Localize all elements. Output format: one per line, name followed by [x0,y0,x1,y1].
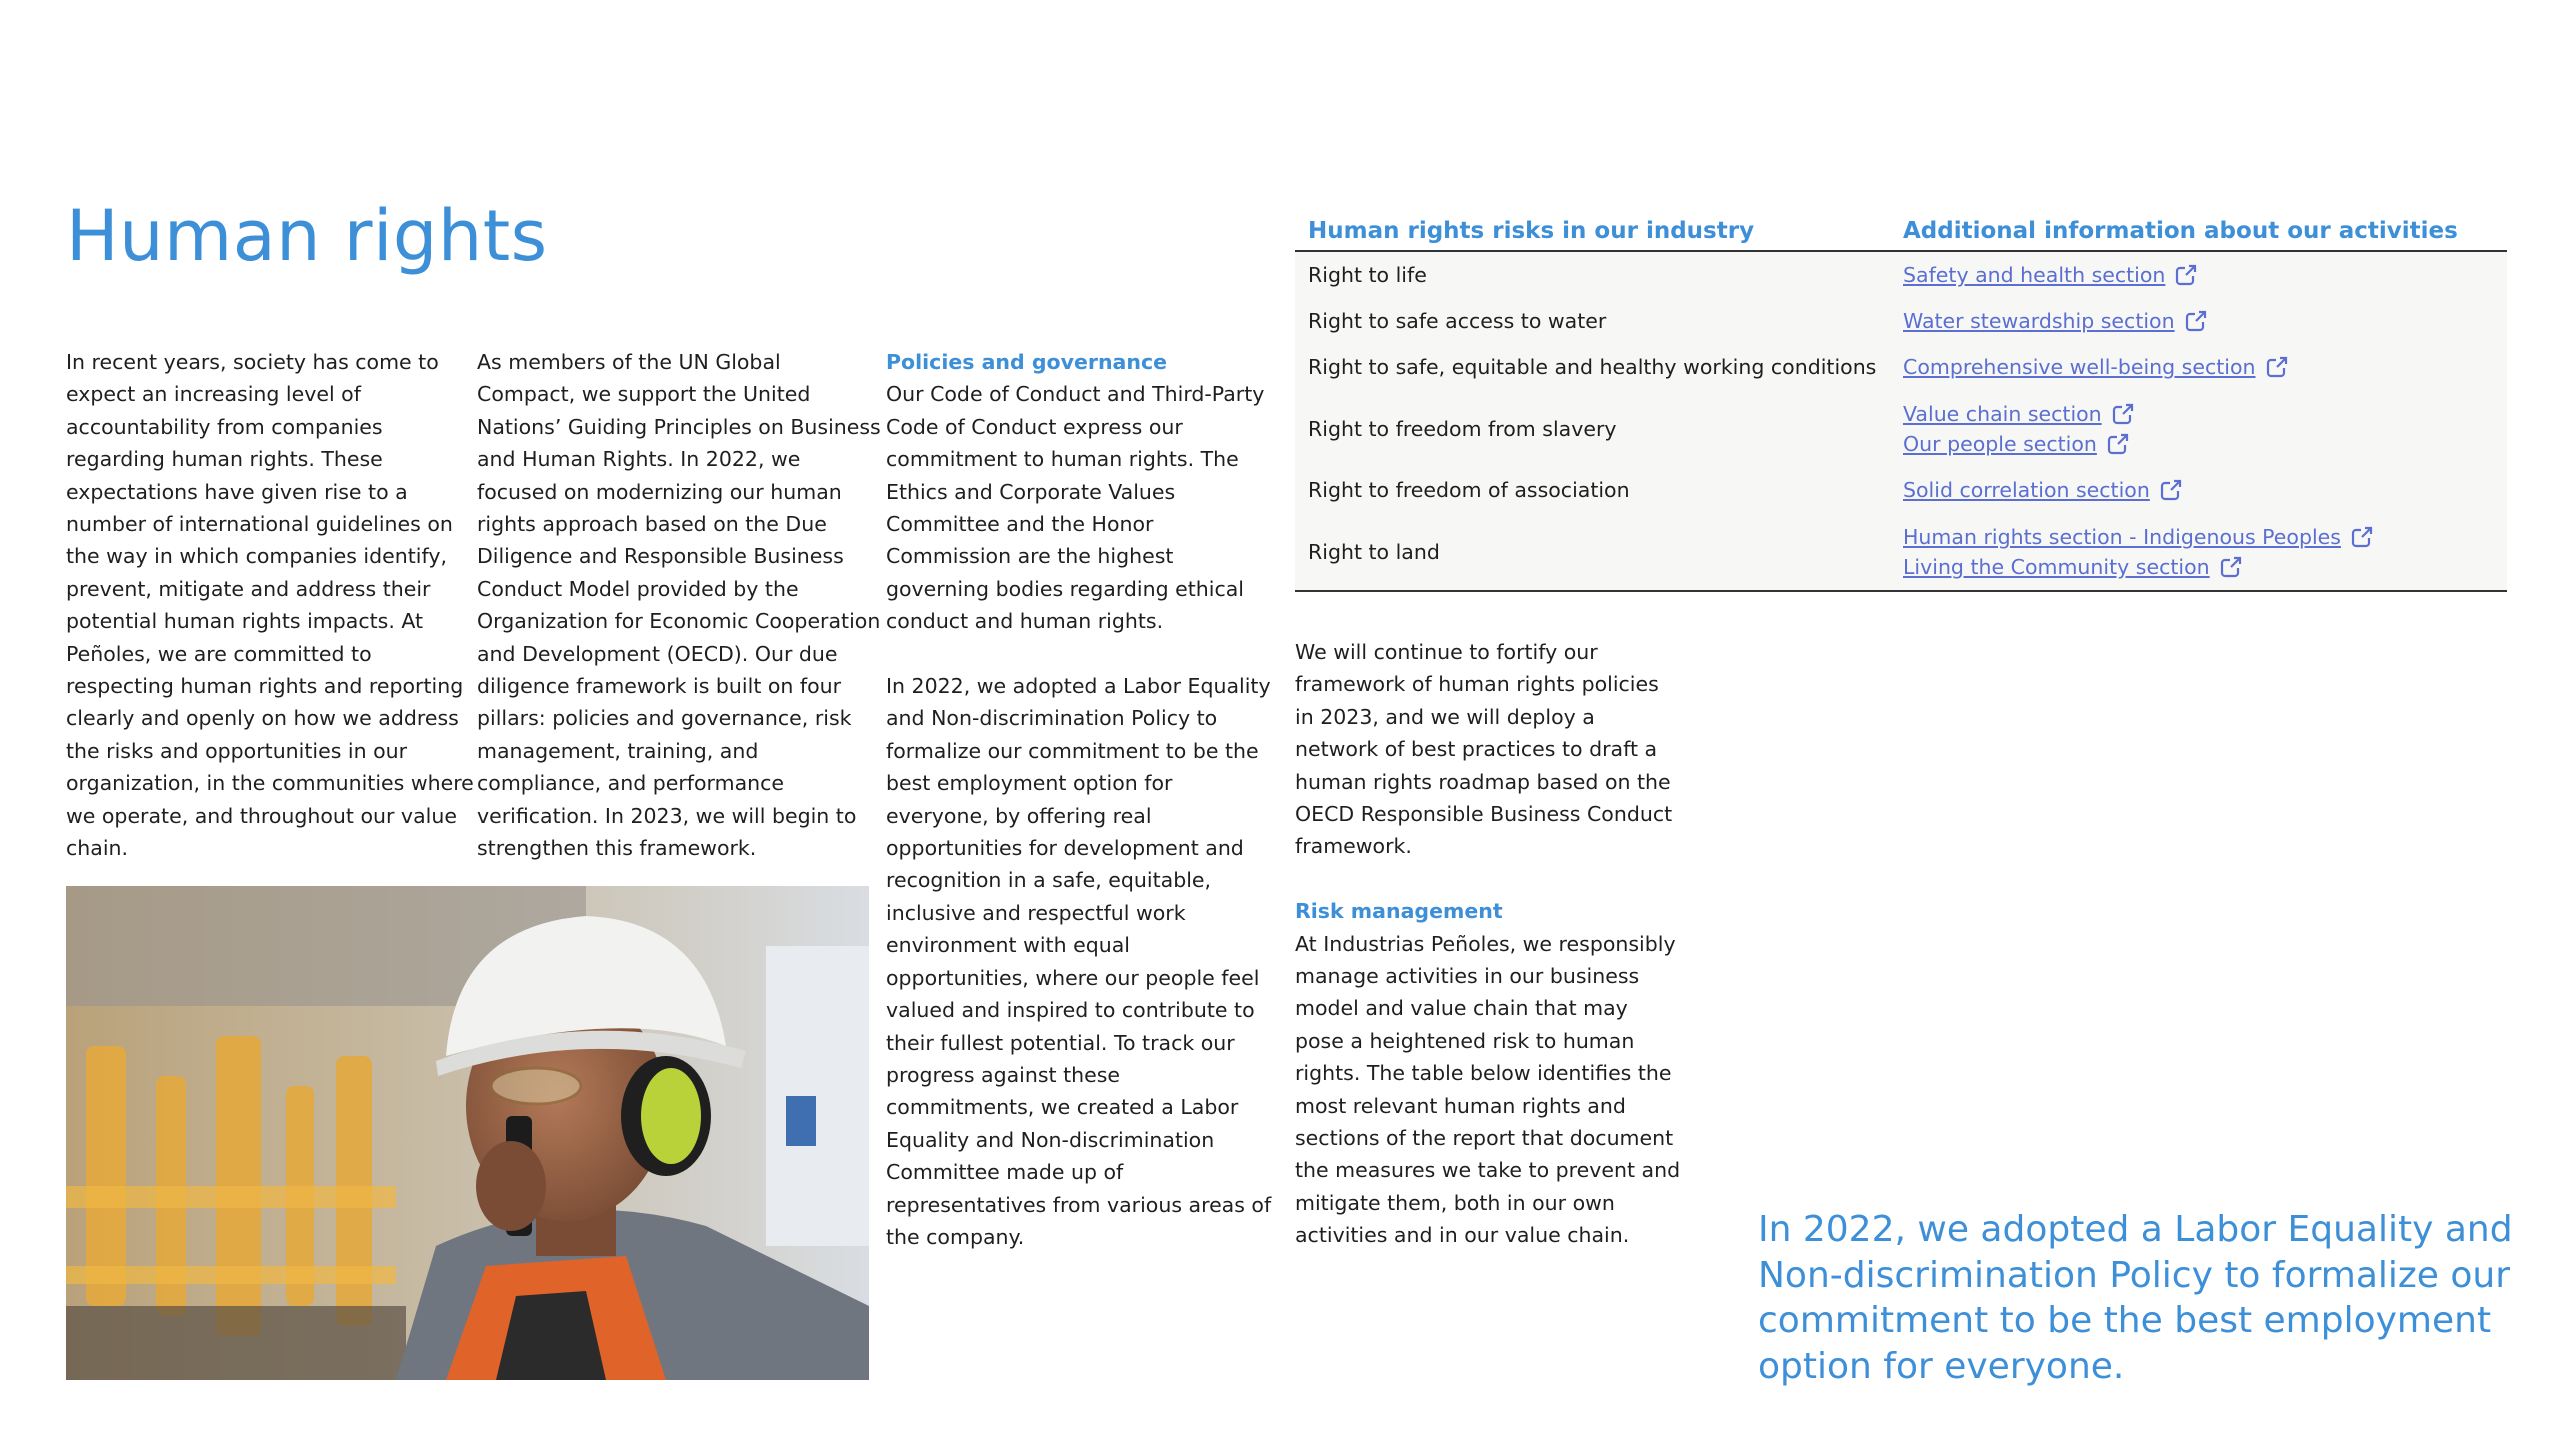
external-link-icon [2351,526,2373,548]
table-row [1295,298,2507,344]
links-cell [1900,475,2507,505]
links-cell [1900,522,2507,582]
water-stewardship-link[interactable]: Water stewardship section [1903,306,2507,336]
well-being-link[interactable]: Comprehensive well-being section [1903,352,2507,382]
risk-management-heading: Risk management [1295,899,1503,924]
table-body [1295,252,2507,592]
global-compact-column [477,346,885,865]
page-title: Human rights [66,195,548,277]
links-cell [1900,260,2507,290]
risk-cell: Right to safe access to water [1308,309,1607,333]
external-link-icon [2185,310,2207,332]
risk-cell: Right to life [1308,263,1427,287]
table-row [1295,344,2507,390]
safety-health-link[interactable]: Safety and health section [1903,260,2507,290]
fortify-paragraph: We will continue to fortify our framework of human rights policies in 2023, and we will deploy a network of best practices to draft a human rights roadmap based on the OECD Responsible Business Conduct framework. [1295,640,1673,859]
links-cell [1900,399,2507,459]
policies-paragraph-2: In 2022, we adopted a Labor Equality and Non-discrimination Policy to formalize our commitment to be the best employment option for everyone, by offering real opportunities for development and recognition in a safe, equitable, inclusive and respectful work environment with equal opportunities, where our people feel valued and inspired to contribute to their fullest potential. To track our progress against these commitments, we created a Labor Equality and Non-discrimination Committee made up of representatives from various areas of the company. [886,674,1272,1249]
policies-column [886,346,1274,1253]
intro-column [66,346,474,865]
intro-paragraph: In recent years, society has come to expect an increasing level of accountability from companies regarding human rights. These expectations have given rise to a number of international guidelines on the way in which companies identify, prevent, mitigate and address their potential human rights impacts. At Peñoles, we are committed to respecting human rights and reporting clearly and openly on how we address the risks and opportunities in our organization, in the communities where we operate, and throughout our value chain. [66,350,474,861]
human-rights-risk-table [1295,210,2507,592]
external-link-icon [2112,403,2134,425]
table-row [1295,513,2507,590]
table-header [1295,210,2507,252]
policies-paragraph-1: Our Code of Conduct and Third-Party Code of Conduct express our commitment to human rights. The Ethics and Corporate Values Committee and the Honor Commission are the highest governing bodies regarding ethical conduct and human rights. [886,382,1265,634]
external-link-icon [2220,556,2242,578]
header-risks: Human rights risks in our industry [1308,218,1755,244]
external-link-icon [2160,479,2182,501]
risk-cell: Right to freedom of association [1308,478,1630,502]
external-link-icon [2175,264,2197,286]
links-cell [1900,352,2507,382]
risk-cell: Right to freedom from slavery [1308,416,1617,441]
table-row [1295,252,2507,298]
value-chain-link[interactable]: Value chain section [1903,399,2507,429]
risk-cell: Right to land [1308,539,1440,564]
indigenous-peoples-link[interactable]: Human rights section - Indigenous Peoples [1903,522,2507,552]
external-link-icon [2107,433,2129,455]
risk-column [1295,636,1683,1252]
links-cell [1900,306,2507,336]
table-row [1295,467,2507,513]
worker-photo [66,886,869,1380]
external-link-icon [2266,356,2288,378]
risk-management-paragraph: At Industrias Peñoles, we responsibly manage activities in our business model and value chain that may pose a heightened risk to human rights. The table below identifies the most relevant human rights and sections of the report that document the measures we take to prevent and mitigate them, both in our own activities and in our value chain. [1295,931,1681,1248]
pull-quote: In 2022, we adopted a Labor Equality and Non-discrimination Policy to formalize our commitment to be the best employment option for everyone. [1758,1209,2513,1387]
risk-cell: Right to safe, equitable and healthy working conditions [1308,355,1877,379]
policies-heading: Policies and governance [886,350,1168,374]
our-people-link[interactable]: Our people section [1903,429,2507,459]
table-row [1295,390,2507,467]
header-info: Additional information about our activities [1903,218,2458,244]
solid-correlation-link[interactable]: Solid correlation section [1903,475,2507,505]
global-compact-paragraph: As members of the UN Global Compact, we support the United Nations’ Guiding Principles on Business and Human Rights. In 2022, we focused on modernizing our human rights approach based on the Due Diligence and Responsible Business Conduct Model provided by the Organization for Economic Cooperation and Development (OECD). Our due diligence framework is built on four pillars: policies and governance, risk management, training, and compliance, and performance verification. In 2023, we will begin to strengthen this framework. [477,350,881,861]
living-community-link[interactable]: Living the Community section [1903,552,2507,582]
